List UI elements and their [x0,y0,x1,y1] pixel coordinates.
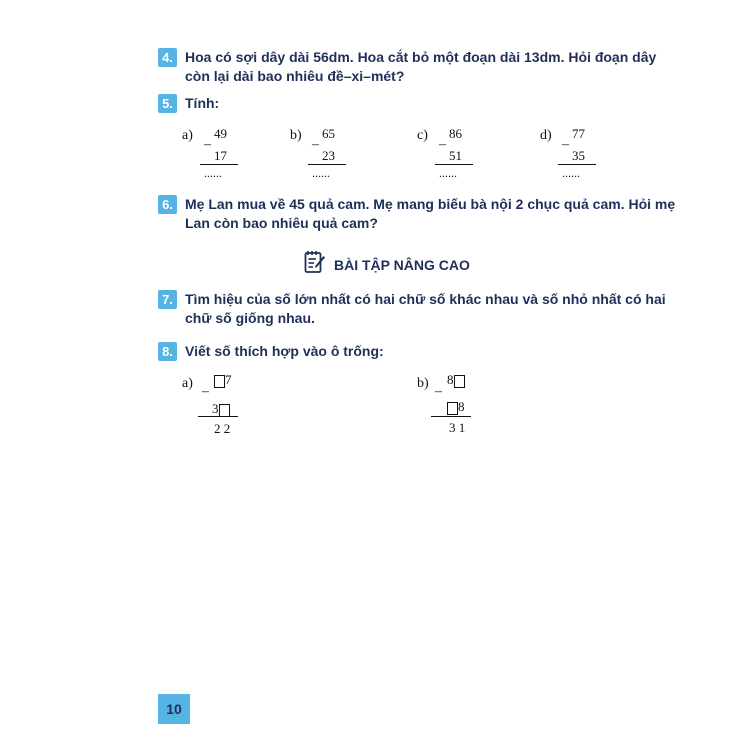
subtraction-bar [308,164,346,165]
answer-box[interactable] [454,375,465,388]
problem-6 [158,195,676,233]
problem-number-badge: 5. [158,94,177,113]
answer-blank: ...... [312,166,330,180]
answer-box[interactable] [447,402,458,415]
problem-4 [158,48,657,86]
middle-row: 8 [447,399,465,415]
answer-blank: ...... [439,166,457,180]
fill-blank-b: b) 8 – 8 3 1 [417,372,497,442]
problem-number-badge: 8. [158,342,177,361]
problem-7 [158,290,666,328]
subtraction-bar [200,164,238,165]
problem-number-badge: 4. [158,48,177,67]
section-title-text: BÀI TẬP NÂNG CAO [334,256,470,273]
top-row: 7 [214,372,232,388]
subtraction-bar [435,164,473,165]
subtraction-bar [431,416,471,417]
answer-box[interactable] [214,375,225,388]
answer-box[interactable] [219,404,230,417]
result-row: 2 2 [214,421,231,436]
fill-blank-a: a) 7 – 3 2 2 [182,372,262,442]
problem-text: Tính: [185,95,220,111]
middle-row: 3 [212,401,230,417]
problem-text: Viết số thích hợp vào ô trống: [185,343,384,359]
problem-number-badge: 6. [158,195,177,214]
subtraction-bar [558,164,596,165]
problem-text: Hoa có sợi dây dài 56dm. Hoa cắt bỏ một đoạn dài 13dm. Hỏi đoạn dây còn lại dài bao nhiêu đề–xi–mét? [185,49,657,84]
problem-5 [158,94,598,113]
pencil-notepad-icon [304,250,326,279]
page-number: 10 [158,694,190,724]
section-title [304,250,470,279]
answer-blank: ...... [204,166,222,180]
problem-number-badge: 7. [158,290,177,309]
answer-blank: ...... [562,166,580,180]
subtraction-bar [198,416,238,417]
problem-8 [158,342,598,361]
problem-text: Tìm hiệu của số lớn nhất có hai chữ số khác nhau và số nhỏ nhất có hai chữ số giống nhau. [185,291,666,326]
problem-text: Mẹ Lan mua về 45 quả cam. Mẹ mang biếu bà nội 2 chục quả cam. Hỏi mẹ Lan còn bao nhiêu quả cam? [185,196,676,231]
top-row: 8 [447,372,465,388]
result-row: 3 1 [449,420,466,435]
